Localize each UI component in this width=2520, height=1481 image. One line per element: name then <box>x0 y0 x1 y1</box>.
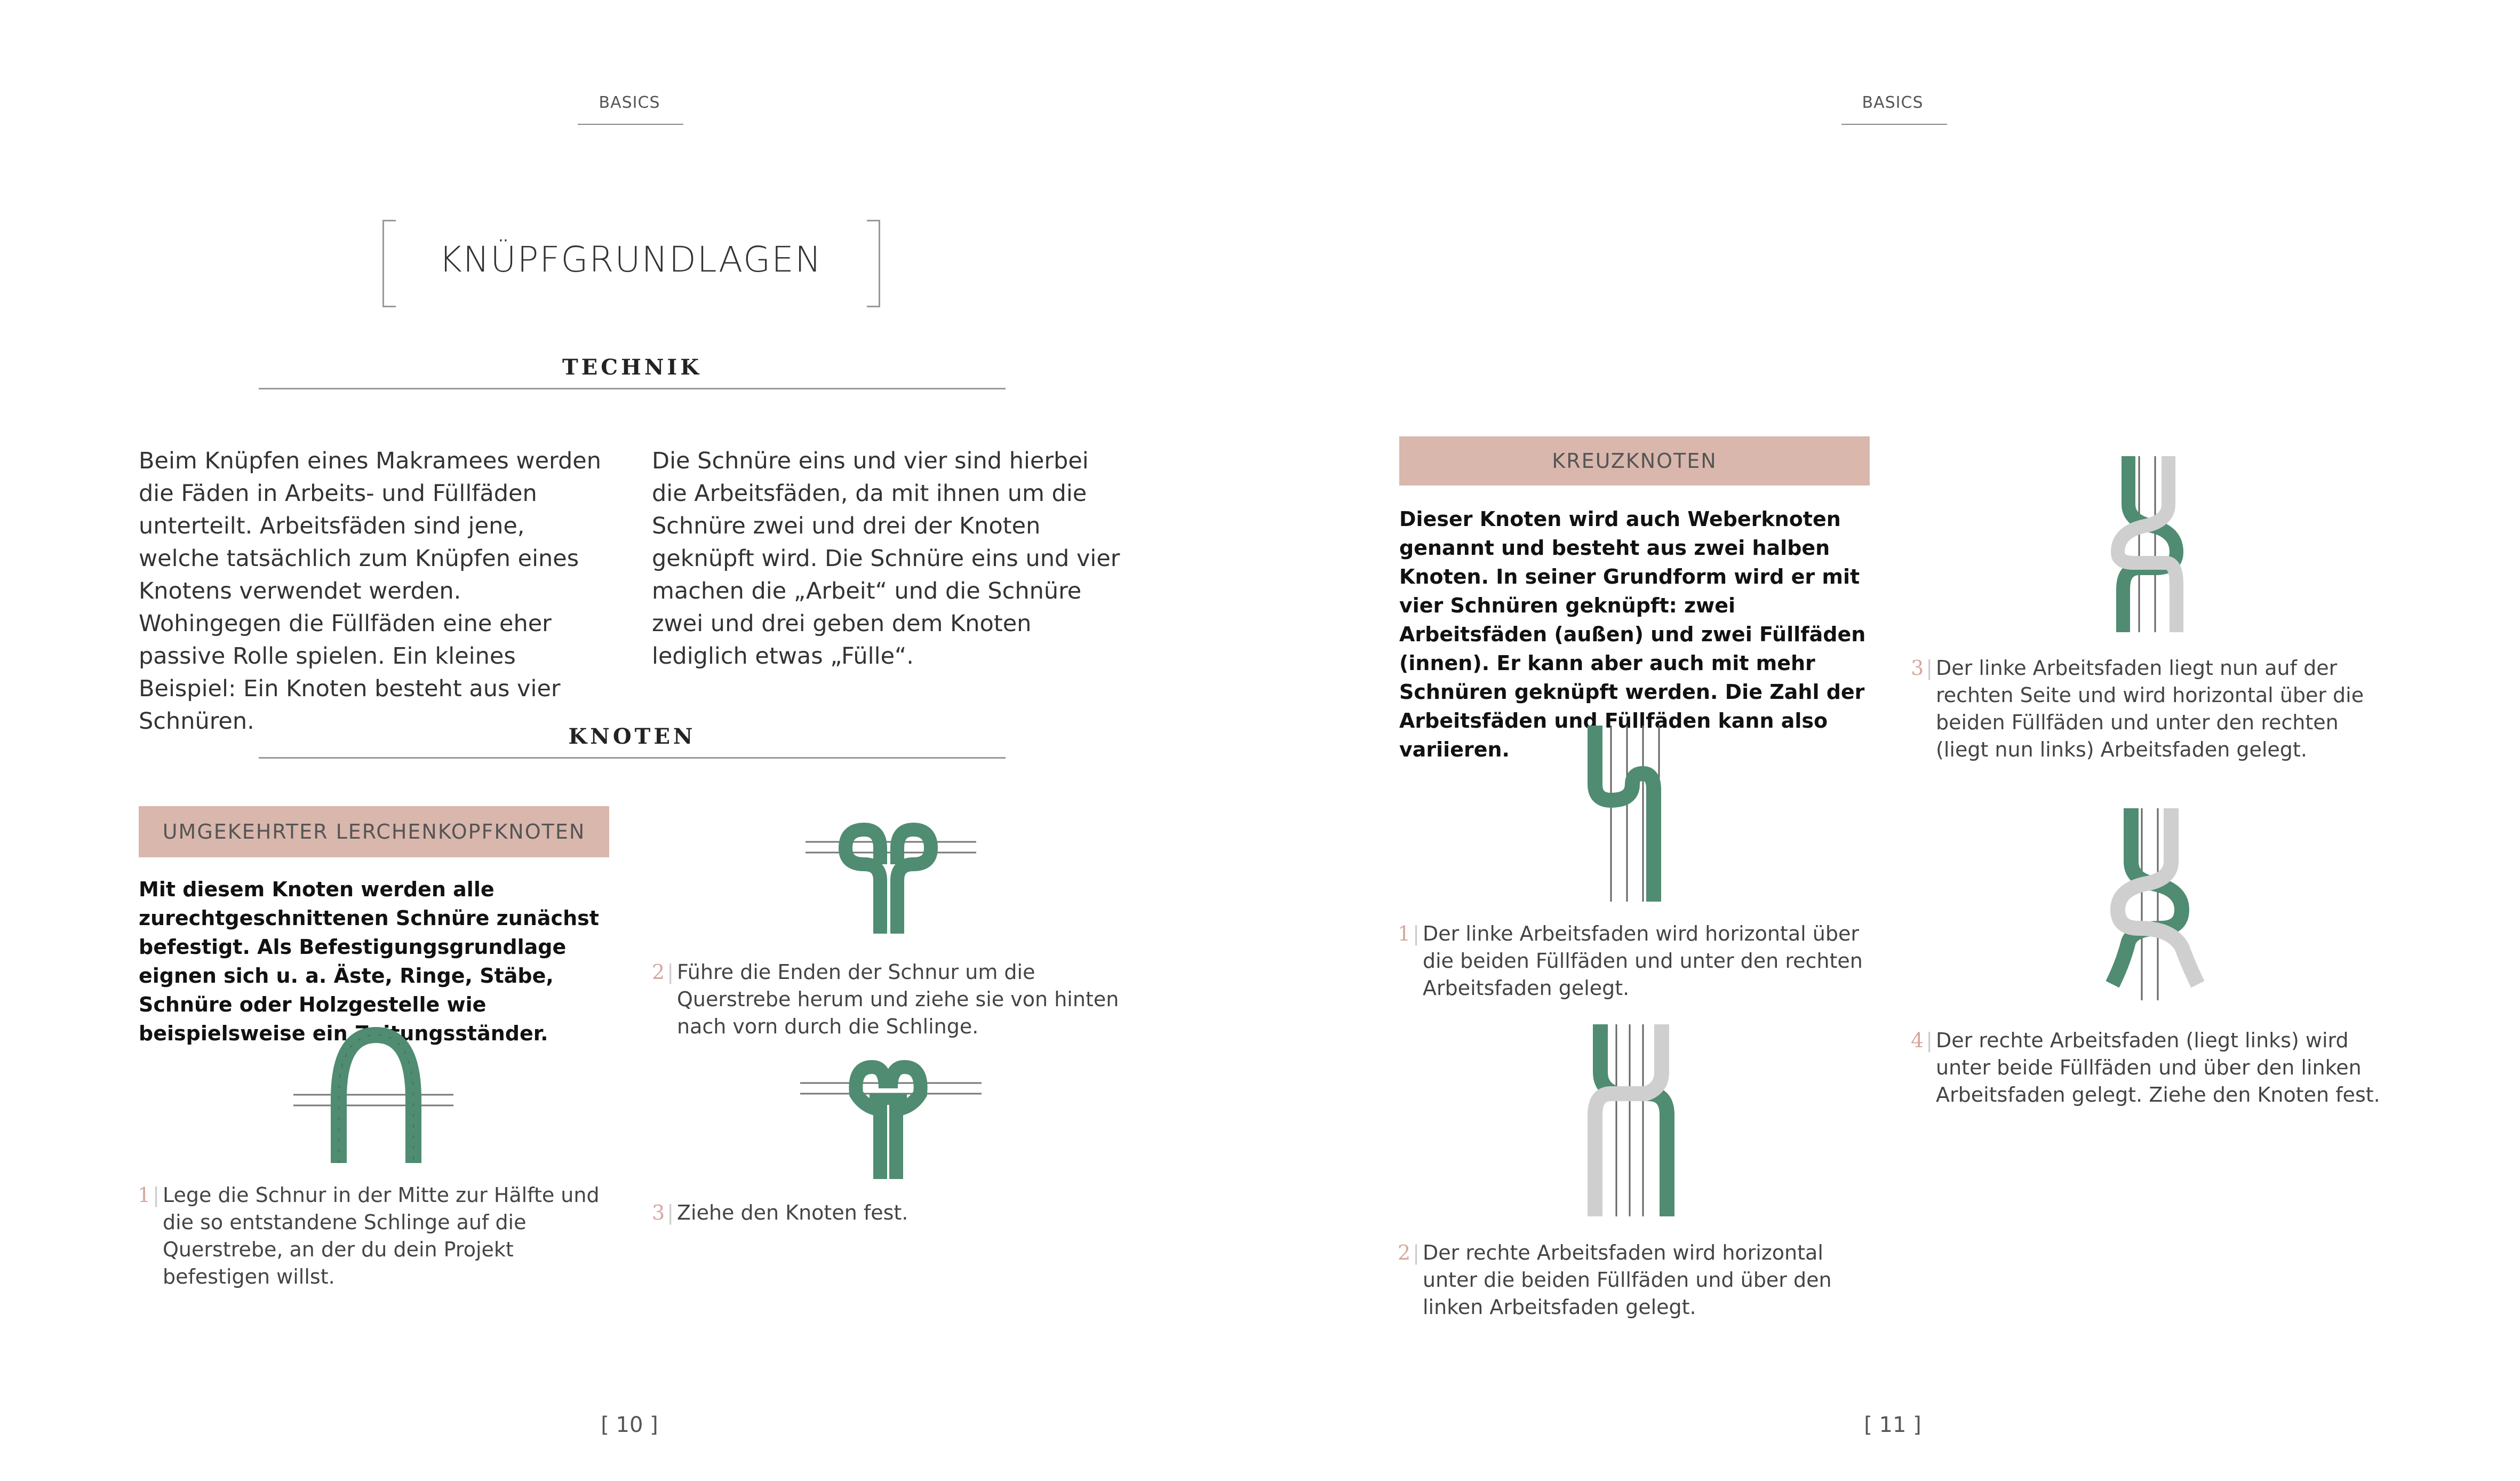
illustration-lerchenkopf-step-2 <box>800 822 982 939</box>
step-number: 3 <box>1911 656 1924 680</box>
right-step-1 <box>1398 920 1875 1002</box>
right-header-rule <box>1841 124 1947 125</box>
step-number: 2 <box>652 960 665 984</box>
left-step-3 <box>652 1199 1129 1227</box>
section-rule-technik <box>259 388 1006 389</box>
left-step-1 <box>138 1182 612 1291</box>
step-divider: | <box>153 1183 160 1207</box>
knot-intro-lerchenkopf: Mit diesem Knoten werden alle zurechtgeschnittenen Schnüre zunächst befestigt. Als Befestigungsgrundlage eignen sich u. a. Äste, Ringe, Stäbe, Schnüre oder Holzgestelle wie beispielsweise ein Zeitungsständer. <box>139 878 599 1045</box>
step-text: Führe die Enden der Schnur um die Querstrebe herum und ziehe sie von hinten nach vorn durch die Schlinge. <box>677 960 1119 1038</box>
step-text: Der linke Arbeitsfaden wird horizontal über die beiden Füllfäden und unter den rechten Arbeitsfaden gelegt. <box>1423 922 1863 1000</box>
left-header: BASICS <box>599 93 660 112</box>
step-text: Der rechte Arbeitsfaden (liegt links) wird unter beide Füllfäden und über den linken Arbeitsfaden gelegt. Ziehe den Knoten fest. <box>1936 1029 2380 1106</box>
step-number: 1 <box>1398 922 1411 945</box>
left-header-rule <box>578 124 683 125</box>
step-text: Lege die Schnur in der Mitte zur Hälfte und die so entstandene Schlinge auf die Querstrebe, an der du dein Projekt befestigen willst. <box>163 1183 600 1288</box>
illustration-kreuzknoten-step-3 <box>2080 451 2219 638</box>
page-title: KNÜPFGRUNDLAGEN <box>438 239 823 280</box>
title-bracket-left <box>382 220 396 307</box>
illustration-lerchenkopf-step-3 <box>795 1056 987 1184</box>
step-divider: | <box>1413 922 1420 945</box>
technik-column-1: Beim Knüpfen eines Makramees werden die Fäden in Arbeits- und Füllfäden unterteilt. Arbeitsfäden sind jene, welche tatsächlich zum Knüpfen eines Knotens verwendet werden. Wohingegen die Füllfäden eine eher passive Rolle spielen. Ein kleines Beispiel: Ein Knoten besteht aus vier Schnüren. <box>139 448 601 735</box>
step-number: 3 <box>652 1201 665 1224</box>
title-bracket-right <box>867 220 880 307</box>
right-step-4 <box>1911 1027 2391 1109</box>
step-divider: | <box>667 960 674 984</box>
illustration-lerchenkopf-step-1 <box>288 1024 459 1174</box>
step-divider: | <box>1926 1029 1933 1052</box>
knot-label-lerchenkopf: UMGEKEHRTER LERCHENKOPFKNOTEN <box>139 806 609 857</box>
left-step-2 <box>652 959 1129 1040</box>
step-number: 2 <box>1398 1241 1411 1264</box>
section-heading-technik: TECHNIK <box>562 355 702 380</box>
step-divider: | <box>1413 1241 1420 1264</box>
step-divider: | <box>667 1201 674 1224</box>
step-divider: | <box>1926 656 1933 680</box>
illustration-kreuzknoten-step-1 <box>1568 720 1707 907</box>
right-header: BASICS <box>1862 93 1924 112</box>
step-text: Ziehe den Knoten fest. <box>677 1201 908 1224</box>
section-heading-knoten: KNOTEN <box>568 724 696 749</box>
knot-intro-kreuzknoten: Dieser Knoten wird auch Weberknoten genannt und besteht aus zwei halben Knoten. In seiner Grundform wird er mit vier Schnüren geknüpft: zwei Arbeitsfäden (außen) und zwei Füllfäden (innen). Er kann aber auch mit mehr Schnüren geknüpft werden. Die Zahl der Arbeitsfäden und Füllfäden kann also variieren. <box>1399 507 1866 761</box>
illustration-kreuzknoten-step-2 <box>1568 1019 1707 1222</box>
step-text: Der linke Arbeitsfaden liegt nun auf der rechten Seite und wird horizontal über die beiden Füllfäden und unter den rechten (liegt nun links) Arbeitsfaden gelegt. <box>1936 656 2364 761</box>
section-rule-knoten <box>259 757 1006 759</box>
right-page-number: [ 11 ] <box>1864 1413 1921 1437</box>
technik-column-2: Die Schnüre eins und vier sind hierbei die Arbeitsfäden, da mit ihnen um die Schnüre zwei und drei der Knoten geknüpft wird. Die Schnüre eins und vier machen die „Arbeit“ und die Schnüre zwei und drei geben dem Knoten lediglich etwas „Fülle“. <box>652 448 1120 670</box>
step-number: 4 <box>1911 1029 1924 1052</box>
left-page-number: [ 10 ] <box>601 1413 658 1437</box>
illustration-kreuzknoten-step-4 <box>2080 803 2230 1006</box>
step-number: 1 <box>138 1183 151 1207</box>
right-step-2 <box>1398 1239 1875 1321</box>
step-text: Der rechte Arbeitsfaden wird horizontal unter die beiden Füllfäden und über den linken Arbeitsfaden gelegt. <box>1423 1241 1832 1319</box>
right-step-3 <box>1911 655 2391 763</box>
knot-label-kreuzknoten: KREUZKNOTEN <box>1399 436 1870 485</box>
